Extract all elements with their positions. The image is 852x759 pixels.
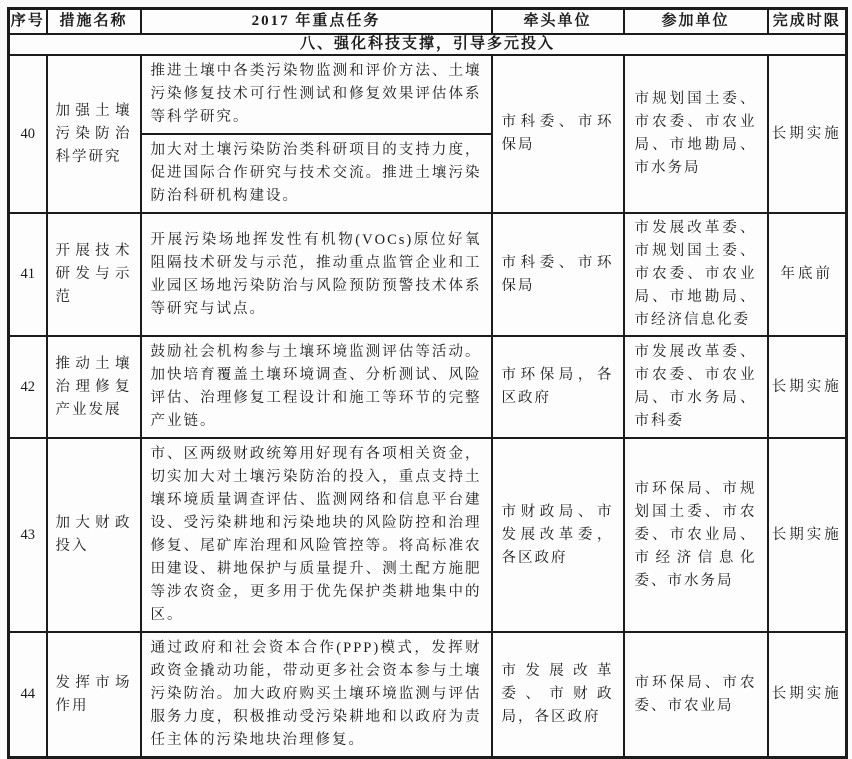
lead-unit-cell: 市财政局、市发展改革委，各区政府 bbox=[492, 438, 624, 632]
deadline-cell: 年底前 bbox=[768, 213, 847, 336]
task-cell: 开展污染场地挥发性有机物(VOCs)原位好氧阻隔技术研发与示范，推动重点监管企业和工业园区场地污染防治与风险预防预警技术体系等研究与试点。 bbox=[141, 213, 492, 336]
deadline-cell: 长期实施 bbox=[768, 438, 847, 632]
header-participating-units: 参加单位 bbox=[624, 9, 768, 35]
section-row bbox=[9, 34, 847, 55]
task-cell: 市、区两级财政统筹用好现有各项相关资金，切实加大对土壤污染防治的投入，重点支持土壤环境质量调查评估、监测网络和信息平台建设、受污染耕地和污染地块的风险防控和治理修复、尾矿库治理和风险管控等。将高标准农田建设、耕地保护与质量提升、测土配方施肥等涉农资金，更多用于优先保护类耕地集中的区。 bbox=[141, 438, 492, 632]
lead-unit-cell: 市科委、市环保局 bbox=[492, 55, 624, 213]
measure-name-cell: 开展技术研发与示范 bbox=[47, 213, 141, 336]
row-number-cell: 42 bbox=[9, 336, 47, 438]
row-number-cell: 40 bbox=[9, 55, 47, 213]
lead-unit-cell: 市环保局，各区政府 bbox=[492, 336, 624, 438]
table-row bbox=[9, 213, 847, 336]
header-lead-unit: 牵头单位 bbox=[492, 9, 624, 35]
table-row bbox=[9, 632, 847, 758]
section-title: 八、强化科技支撑，引导多元投入 bbox=[9, 34, 847, 55]
participants-cell: 市环保局、市农委、市农业局 bbox=[624, 632, 768, 758]
participants-cell: 市发展改革委、市农委、市农业局、市水务局、市科委 bbox=[624, 336, 768, 438]
measure-name-cell: 推动土壤治理修复产业发展 bbox=[47, 336, 141, 438]
task-cell: 加大对土壤污染防治类科研项目的支持力度，促进国际合作研究与技术交流。推进土壤污染防治科研机构建设。 bbox=[141, 134, 492, 213]
task-cell: 通过政府和社会资本合作(PPP)模式，发挥财政资金撬动功能，带动更多社会资本参与土壤污染防治。加大政府购买土壤环境监测与评估服务力度，积极推动受污染耕地和以政府为责任主体的污染地块治理修复。 bbox=[141, 632, 492, 758]
measure-name-cell: 发挥市场作用 bbox=[47, 632, 141, 758]
deadline-cell: 长期实施 bbox=[768, 336, 847, 438]
lead-unit-cell: 市科委、市环保局 bbox=[492, 213, 624, 336]
table-row bbox=[9, 55, 847, 134]
deadline-cell: 长期实施 bbox=[768, 55, 847, 213]
measure-name-cell: 加大财政投入 bbox=[47, 438, 141, 632]
table-row bbox=[9, 438, 847, 632]
deadline-cell: 长期实施 bbox=[768, 632, 847, 758]
measure-name-cell: 加强土壤污染防治科学研究 bbox=[47, 55, 141, 213]
header-completion-deadline: 完成时限 bbox=[768, 9, 847, 35]
participants-cell: 市发展改革委、市规划国土委、市农委、市农业局、市地勘局、市经济信息化委 bbox=[624, 213, 768, 336]
participants-cell: 市环保局、市规划国土委、市农委、市农业局、市经济信息化委、市水务局 bbox=[624, 438, 768, 632]
row-number-cell: 43 bbox=[9, 438, 47, 632]
header-measure-name: 措施名称 bbox=[47, 9, 141, 35]
row-number-cell: 41 bbox=[9, 213, 47, 336]
header-serial-number: 序号 bbox=[9, 9, 47, 35]
participants-cell: 市规划国土委、市农委、市农业局、市地勘局、市水务局 bbox=[624, 55, 768, 213]
table-row bbox=[9, 336, 847, 438]
task-cell: 鼓励社会机构参与土壤环境监测评估等活动。加快培育覆盖土壤环境调查、分析测试、风险评估、治理修复工程设计和施工等环节的完整产业链。 bbox=[141, 336, 492, 438]
task-cell: 推进土壤中各类污染物监测和评价方法、土壤污染修复技术可行性测试和修复效果评估体系等科学研究。 bbox=[141, 55, 492, 134]
row-number-cell: 44 bbox=[9, 632, 47, 758]
measures-table bbox=[7, 7, 848, 759]
header-key-tasks-2017: 2017 年重点任务 bbox=[141, 9, 492, 35]
lead-unit-cell: 市发展改革委、市财政局，各区政府 bbox=[492, 632, 624, 758]
table-header-row bbox=[9, 9, 847, 35]
